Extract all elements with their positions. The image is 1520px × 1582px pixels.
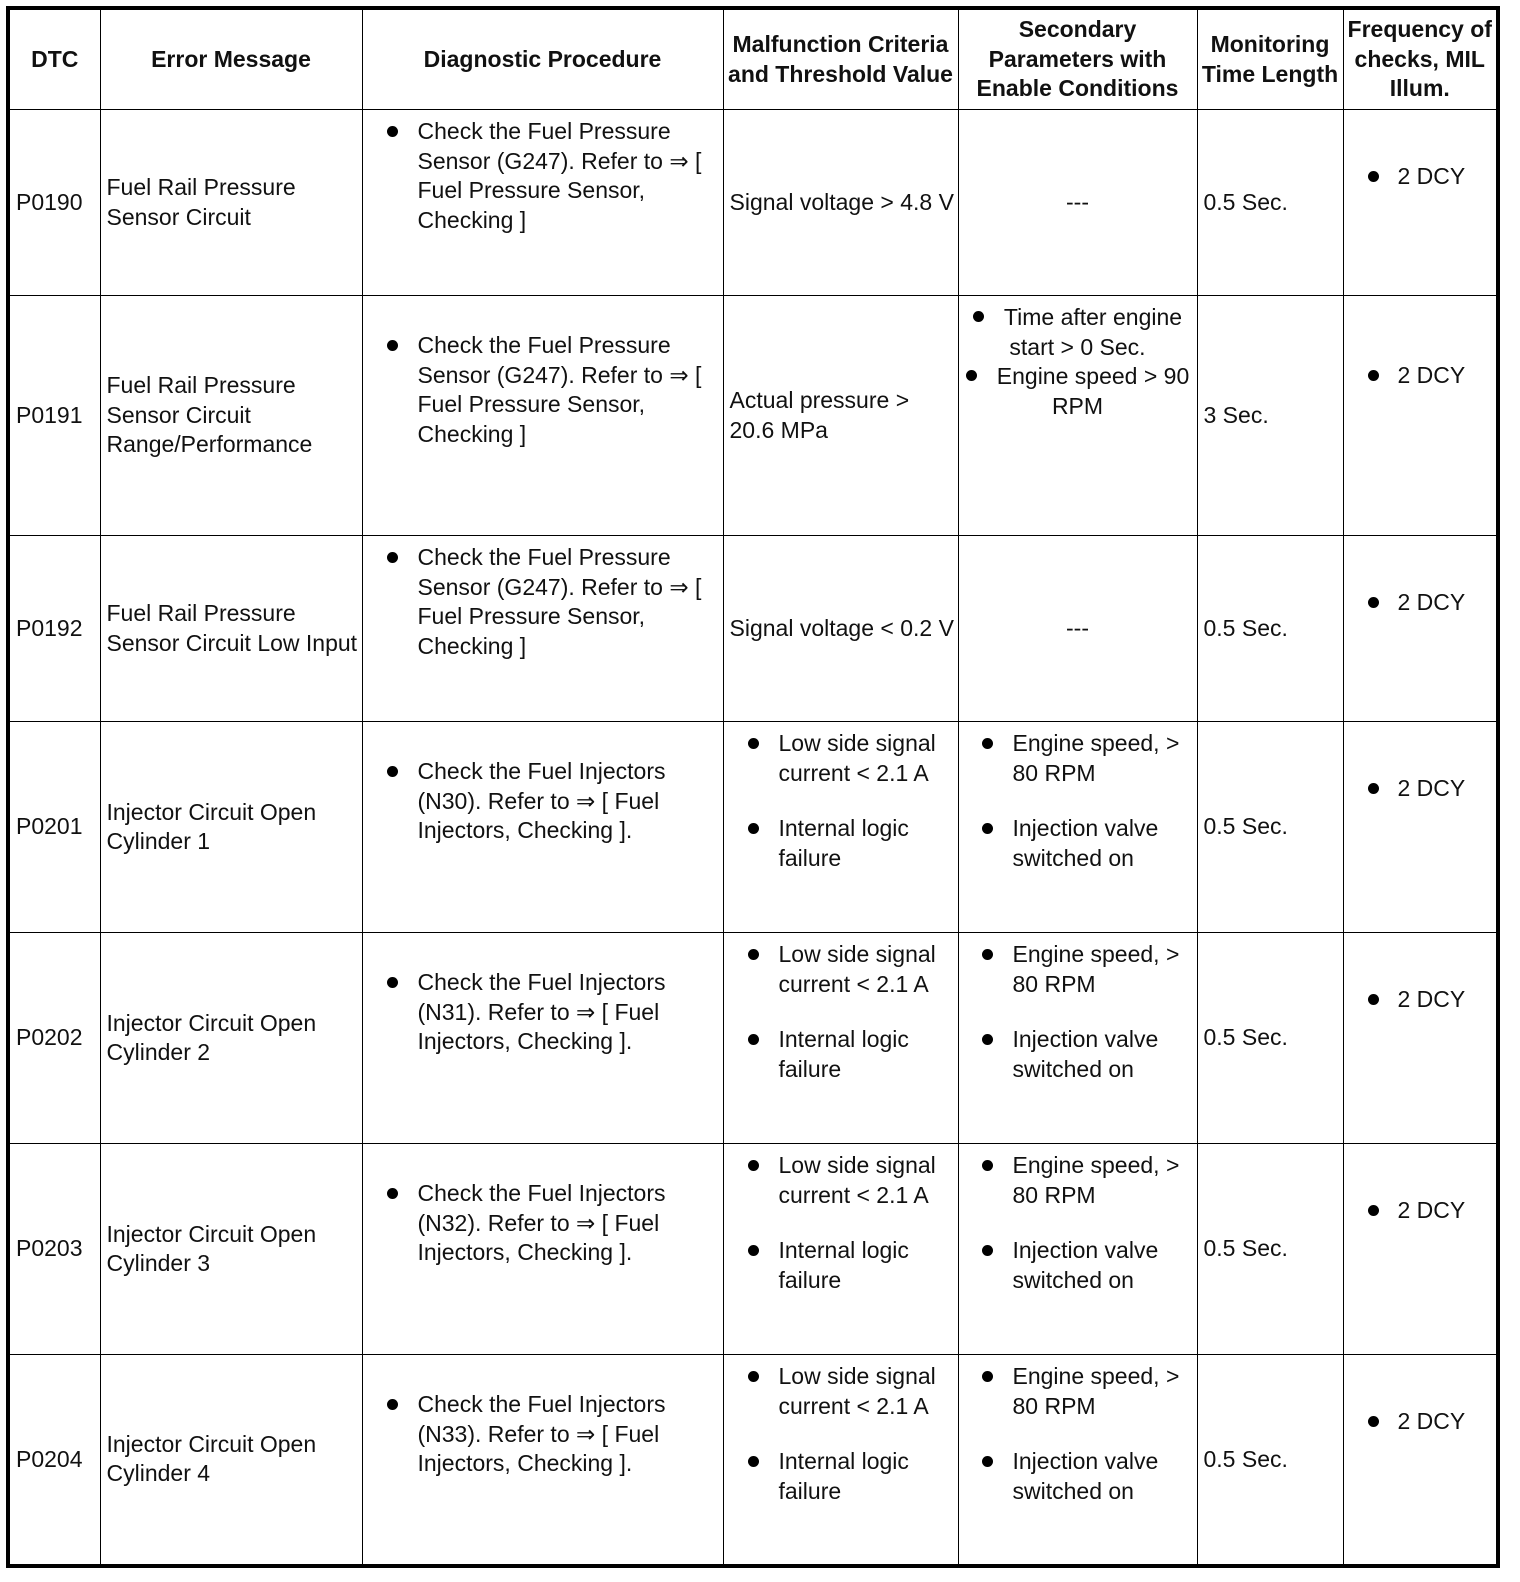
secondary-bullet: [959, 362, 1197, 421]
secondary-bullet: Engine speed, > 80 RPM: [959, 1362, 1197, 1421]
procedure-cell: [362, 933, 723, 1144]
monitoring-time-cell: 0.5 Sec.: [1197, 722, 1343, 933]
frequency-bullet: 2 DCY: [1344, 361, 1497, 391]
secondary-cell: [958, 296, 1197, 536]
table-row: [8, 722, 1498, 933]
criteria-bullet: Low side signal current < 2.1 A: [724, 729, 958, 788]
criteria-bullet: Low side signal current < 2.1 A: [724, 1151, 958, 1210]
procedure-bullet: Check the Fuel Pressure Sensor (G247). Refer to ⇒ [ Fuel Pressure Sensor, Checking ]: [363, 117, 723, 235]
table-row: [8, 110, 1498, 296]
monitoring-time-cell: 0.5 Sec.: [1197, 110, 1343, 296]
procedure-cell: [362, 536, 723, 722]
secondary-bullet: Injection valve switched on: [959, 814, 1197, 873]
criteria-cell: Signal voltage > 4.8 V: [723, 110, 958, 296]
error-message-cell: Injector Circuit Open Cylinder 1: [100, 722, 362, 933]
monitoring-time-cell: 3 Sec.: [1197, 296, 1343, 536]
criteria-cell: Signal voltage < 0.2 V: [723, 536, 958, 722]
secondary-bullet: Injection valve switched on: [959, 1236, 1197, 1295]
table-row: [8, 536, 1498, 722]
monitoring-time-cell: 0.5 Sec.: [1197, 933, 1343, 1144]
procedure-bullet: Check the Fuel Injectors (N30). Refer to ⇒ [ Fuel Injectors, Checking ].: [363, 757, 723, 846]
frequency-bullet: 2 DCY: [1344, 162, 1497, 192]
header-diagnostic-procedure: Diagnostic Procedure: [362, 8, 723, 110]
frequency-bullet: 2 DCY: [1344, 985, 1497, 1015]
secondary-bullet: Injection valve switched on: [959, 1447, 1197, 1506]
table-row: [8, 933, 1498, 1144]
monitoring-time-cell: 0.5 Sec.: [1197, 1355, 1343, 1566]
error-message-cell: Fuel Rail Pressure Sensor Circuit Low Input: [100, 536, 362, 722]
error-message-cell: Injector Circuit Open Cylinder 2: [100, 933, 362, 1144]
frequency-cell: [1343, 1144, 1498, 1355]
dtc-cell: P0202: [8, 933, 100, 1144]
header-malfunction-criteria: Malfunction Criteria and Threshold Value: [723, 8, 958, 110]
table-row: [8, 1144, 1498, 1355]
procedure-bullet: Check the Fuel Injectors (N31). Refer to ⇒ [ Fuel Injectors, Checking ].: [363, 968, 723, 1057]
criteria-bullet: Low side signal current < 2.1 A: [724, 1362, 958, 1421]
dtc-cell: P0203: [8, 1144, 100, 1355]
criteria-bullet: Internal logic failure: [724, 1236, 958, 1295]
secondary-bullet: Injection valve switched on: [959, 1025, 1197, 1084]
criteria-cell: [723, 1144, 958, 1355]
procedure-cell: [362, 722, 723, 933]
criteria-bullet: Low side signal current < 2.1 A: [724, 940, 958, 999]
procedure-cell: [362, 1355, 723, 1566]
frequency-cell: [1343, 933, 1498, 1144]
frequency-cell: [1343, 536, 1498, 722]
error-message-cell: Injector Circuit Open Cylinder 3: [100, 1144, 362, 1355]
procedure-cell: [362, 1144, 723, 1355]
bullet-dot-icon: [966, 370, 977, 381]
secondary-bullet: Engine speed, > 80 RPM: [959, 940, 1197, 999]
frequency-cell: [1343, 1355, 1498, 1566]
dtc-cell: P0204: [8, 1355, 100, 1566]
monitoring-time-cell: 0.5 Sec.: [1197, 1144, 1343, 1355]
procedure-cell: [362, 110, 723, 296]
frequency-cell: [1343, 296, 1498, 536]
procedure-bullet: Check the Fuel Pressure Sensor (G247). Refer to ⇒ [ Fuel Pressure Sensor, Checking ]: [363, 331, 723, 449]
secondary-bullet: [959, 303, 1197, 362]
secondary-cell: [958, 722, 1197, 933]
criteria-bullet: Internal logic failure: [724, 1447, 958, 1506]
header-error-message: Error Message: [100, 8, 362, 110]
bullet-dot-icon: [973, 311, 984, 322]
dtc-cell: P0191: [8, 296, 100, 536]
procedure-bullet: Check the Fuel Injectors (N33). Refer to ⇒ [ Fuel Injectors, Checking ].: [363, 1390, 723, 1479]
frequency-bullet: 2 DCY: [1344, 1196, 1497, 1226]
criteria-bullet: Internal logic failure: [724, 814, 958, 873]
secondary-cell: [958, 1144, 1197, 1355]
secondary-cell: [958, 1355, 1197, 1566]
secondary-bullet: Engine speed, > 80 RPM: [959, 1151, 1197, 1210]
criteria-bullet: Internal logic failure: [724, 1025, 958, 1084]
dtc-table: [6, 6, 1500, 1568]
header-row: [8, 8, 1498, 110]
secondary-text: Time after engine start > 0 Sec.: [1003, 304, 1183, 360]
criteria-cell: [723, 933, 958, 1144]
secondary-bullet: Engine speed, > 80 RPM: [959, 729, 1197, 788]
criteria-cell: [723, 1355, 958, 1566]
header-monitoring-time: Monitoring Time Length: [1197, 8, 1343, 110]
secondary-cell: [958, 933, 1197, 1144]
frequency-bullet: 2 DCY: [1344, 1407, 1497, 1437]
secondary-cell: ---: [958, 536, 1197, 722]
procedure-bullet: Check the Fuel Pressure Sensor (G247). Refer to ⇒ [ Fuel Pressure Sensor, Checking ]: [363, 543, 723, 661]
header-frequency: Frequency of checks, MIL Illum.: [1343, 8, 1498, 110]
header-dtc: DTC: [8, 8, 100, 110]
dtc-cell: P0190: [8, 110, 100, 296]
secondary-cell: ---: [958, 110, 1197, 296]
error-message-cell: Fuel Rail Pressure Sensor Circuit Range/Performance: [100, 296, 362, 536]
frequency-bullet: 2 DCY: [1344, 774, 1497, 804]
error-message-cell: Fuel Rail Pressure Sensor Circuit: [100, 110, 362, 296]
frequency-cell: [1343, 110, 1498, 296]
frequency-cell: [1343, 722, 1498, 933]
monitoring-time-cell: 0.5 Sec.: [1197, 536, 1343, 722]
criteria-cell: [723, 722, 958, 933]
criteria-cell: Actual pressure > 20.6 MPa: [723, 296, 958, 536]
table-row: [8, 1355, 1498, 1566]
dtc-cell: P0201: [8, 722, 100, 933]
dtc-cell: P0192: [8, 536, 100, 722]
secondary-text: Engine speed > 90 RPM: [996, 363, 1190, 419]
table-row: [8, 296, 1498, 536]
procedure-bullet: Check the Fuel Injectors (N32). Refer to ⇒ [ Fuel Injectors, Checking ].: [363, 1179, 723, 1268]
frequency-bullet: 2 DCY: [1344, 588, 1497, 618]
error-message-cell: Injector Circuit Open Cylinder 4: [100, 1355, 362, 1566]
header-secondary-parameters: Secondary Parameters with Enable Conditions: [958, 8, 1197, 110]
procedure-cell: [362, 296, 723, 536]
